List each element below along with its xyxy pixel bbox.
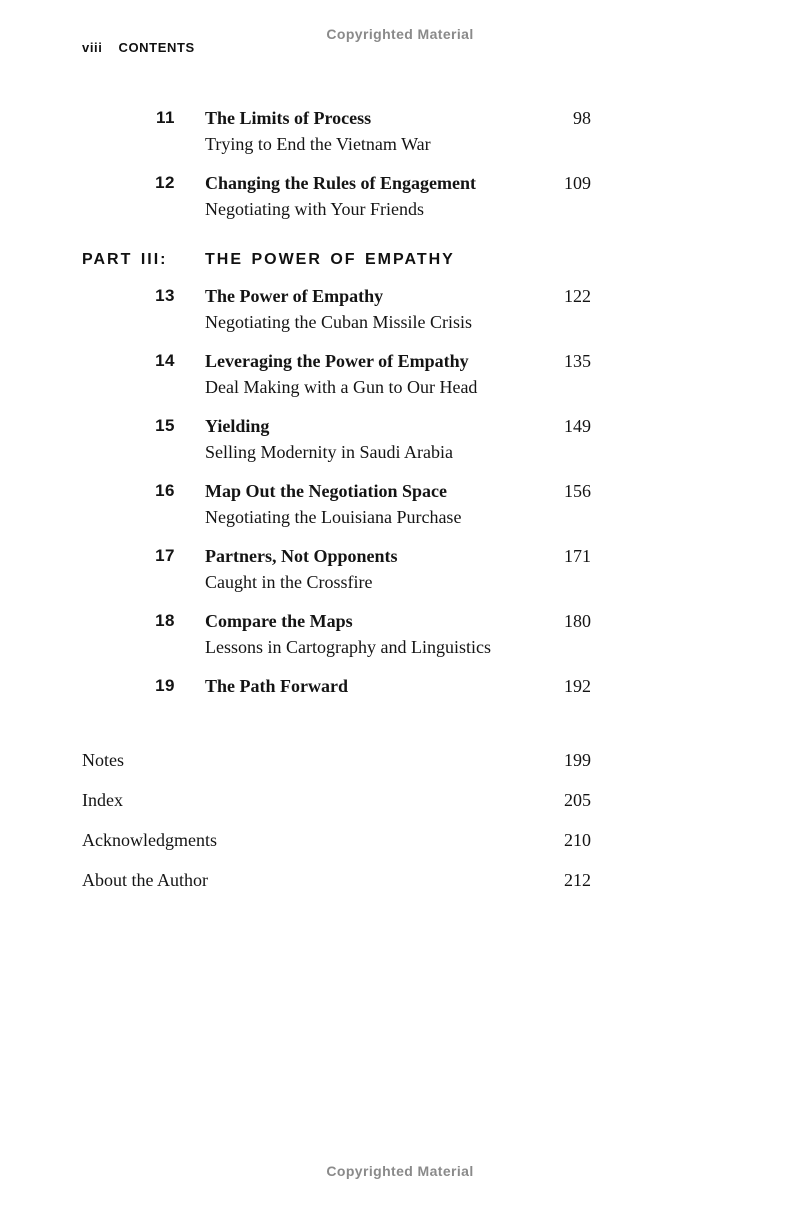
chapter-number: 12 xyxy=(155,173,175,192)
part-heading xyxy=(82,247,591,273)
chapter-title: Map Out the Negotiation Space xyxy=(205,481,447,501)
chapter-page-number: 149 xyxy=(564,416,591,436)
chapter-number: 15 xyxy=(155,416,175,435)
chapter-title: Leveraging the Power of Empathy xyxy=(205,351,469,371)
backmatter-entry-index xyxy=(82,787,591,813)
toc-entry-chapter-11 xyxy=(82,105,591,157)
backmatter-entry-notes xyxy=(82,747,591,773)
backmatter-page-number: 212 xyxy=(564,870,591,890)
chapter-subtitle: Negotiating the Cuban Missile Crisis xyxy=(205,312,472,332)
toc-entry-chapter-18 xyxy=(82,608,591,660)
part-label: PART III: xyxy=(82,251,168,268)
chapter-subtitle: Negotiating the Louisiana Purchase xyxy=(205,507,462,527)
backmatter-page-number: 199 xyxy=(564,750,591,770)
chapter-page-number: 122 xyxy=(564,286,591,306)
toc-entry-chapter-14 xyxy=(82,348,591,400)
chapter-subtitle: Negotiating with Your Friends xyxy=(205,199,425,219)
chapter-title: The Power of Empathy xyxy=(205,286,384,306)
backmatter-title: Notes xyxy=(82,750,124,770)
chapter-page-number: 98 xyxy=(573,108,591,128)
chapter-number: 19 xyxy=(155,676,175,695)
running-header xyxy=(82,40,195,55)
toc-entry-chapter-12 xyxy=(82,170,591,222)
toc-entry-chapter-16 xyxy=(82,478,591,530)
chapter-number: 13 xyxy=(155,286,175,305)
backmatter-title: About the Author xyxy=(82,870,208,890)
copyright-watermark-top: Copyrighted Material xyxy=(326,26,474,42)
toc-entry-chapter-17 xyxy=(82,543,591,595)
chapter-page-number: 171 xyxy=(564,546,591,566)
backmatter-title: Acknowledgments xyxy=(82,830,217,850)
chapter-page-number: 192 xyxy=(564,676,591,696)
backmatter-page-number: 210 xyxy=(564,830,591,850)
chapter-number: 16 xyxy=(155,481,175,500)
chapter-title: Compare the Maps xyxy=(205,611,353,631)
backmatter-page-number: 205 xyxy=(564,790,591,810)
backmatter-entry-about-the-author xyxy=(82,867,591,893)
chapter-page-number: 156 xyxy=(564,481,591,501)
chapter-page-number: 109 xyxy=(564,173,591,193)
chapter-number: 17 xyxy=(155,546,175,565)
chapter-page-number: 135 xyxy=(564,351,591,371)
chapter-title: The Path Forward xyxy=(205,676,348,696)
chapter-subtitle: Trying to End the Vietnam War xyxy=(205,134,431,154)
toc-entry-chapter-15 xyxy=(82,413,591,465)
chapter-title: The Limits of Process xyxy=(205,108,372,128)
part-title: THE POWER OF EMPATHY xyxy=(205,251,455,268)
table-of-contents xyxy=(82,105,591,907)
backmatter-title: Index xyxy=(82,790,123,810)
contents-label: CONTENTS xyxy=(118,40,195,55)
chapter-title: Changing the Rules of Engagement xyxy=(205,173,477,193)
chapter-subtitle: Caught in the Crossfire xyxy=(205,572,373,592)
backmatter-entry-acknowledgments xyxy=(82,827,591,853)
chapter-title: Partners, Not Opponents xyxy=(205,546,398,566)
chapter-subtitle: Selling Modernity in Saudi Arabia xyxy=(205,442,453,462)
chapter-page-number: 180 xyxy=(564,611,591,631)
toc-entry-chapter-19 xyxy=(82,673,591,699)
toc-entry-chapter-13 xyxy=(82,283,591,335)
chapter-subtitle: Deal Making with a Gun to Our Head xyxy=(205,377,478,397)
back-matter-list xyxy=(82,747,591,893)
copyright-watermark-bottom: Copyrighted Material xyxy=(326,1163,474,1179)
chapter-number: 18 xyxy=(155,611,175,630)
folio-roman-numeral: viii xyxy=(82,40,103,55)
chapter-title: Yielding xyxy=(205,416,270,436)
chapter-number: 14 xyxy=(155,351,175,370)
chapter-subtitle: Lessons in Cartography and Linguistics xyxy=(205,637,491,657)
chapter-number: 11 xyxy=(156,108,175,127)
